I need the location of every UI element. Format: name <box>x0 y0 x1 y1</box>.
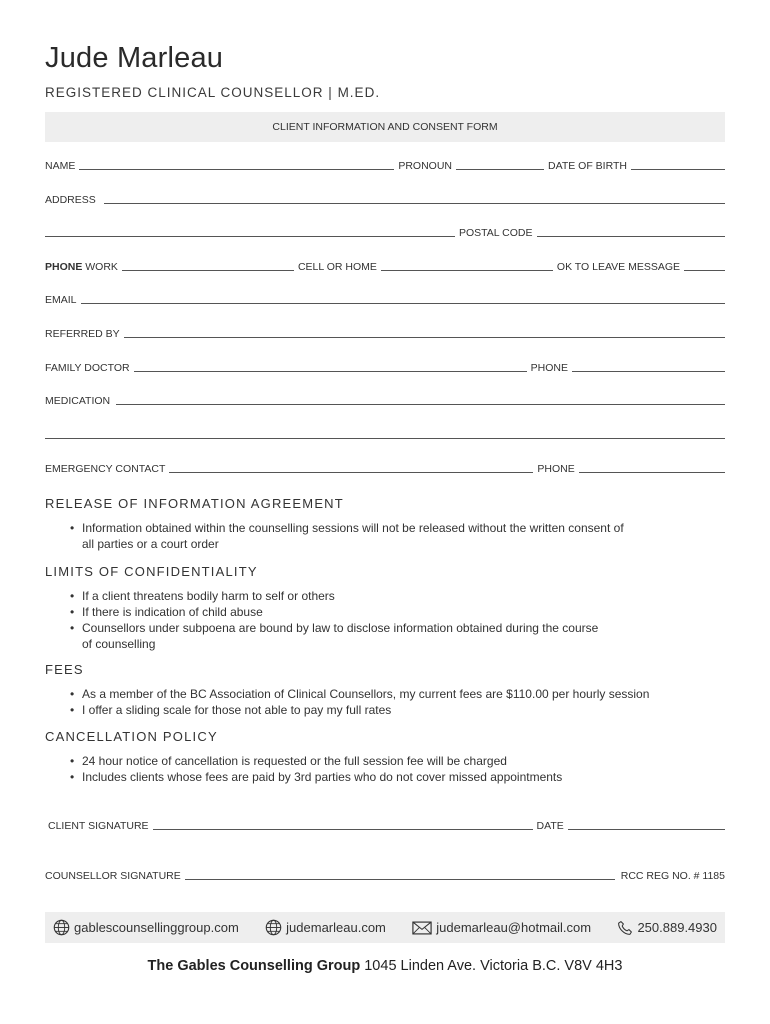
list-item: • If there is indication of child abuse <box>70 605 263 619</box>
postal-code-field[interactable] <box>537 227 725 237</box>
dob-field[interactable] <box>631 160 725 170</box>
list-item: • Information obtained within the counselling sessions will not be released without the written consent of all parties or a court order <box>70 521 624 551</box>
client-signature-field[interactable] <box>153 820 533 830</box>
email-field[interactable] <box>81 294 725 304</box>
phone-bold-label: PHONE <box>45 261 83 273</box>
phone-row <box>45 257 725 273</box>
fees-list <box>70 686 730 718</box>
rcc-reg-label: RCC REG NO. # 1185 <box>620 870 725 882</box>
globe-icon <box>53 919 70 936</box>
address-label: ADDRESS <box>45 194 96 206</box>
list-item: • I offer a sliding scale for those not able to pay my full rates <box>70 703 392 717</box>
referred-by-field[interactable] <box>124 328 725 338</box>
email-item[interactable] <box>412 920 591 935</box>
address-field[interactable] <box>104 194 725 204</box>
client-signature-label: CLIENT SIGNATURE <box>48 820 149 832</box>
emergency-contact-label: EMERGENCY CONTACT <box>45 463 166 475</box>
release-list <box>70 520 630 552</box>
emergency-phone-label: PHONE <box>537 463 575 475</box>
list-item: • Counsellors under subpoena are bound by law to disclose information obtained during the course of counselling <box>70 621 599 651</box>
cancellation-list <box>70 753 730 785</box>
ok-message-label: OK TO LEAVE MESSAGE <box>556 261 681 273</box>
list-item: • 24 hour notice of cancellation is requested or the full session fee will be charged <box>70 754 507 768</box>
family-doctor-row <box>45 358 725 374</box>
medication-line2-field[interactable] <box>45 429 725 439</box>
cell-phone-field[interactable] <box>381 261 553 271</box>
doctor-phone-field[interactable] <box>572 362 725 372</box>
cancellation-title: CANCELLATION POLICY <box>45 729 218 744</box>
counsellor-signature-row <box>45 866 725 882</box>
family-doctor-field[interactable] <box>134 362 527 372</box>
email-row <box>45 290 725 306</box>
release-title: RELEASE OF INFORMATION AGREEMENT <box>45 496 344 511</box>
counsellor-signature-label: COUNSELLOR SIGNATURE <box>45 870 181 882</box>
medication-line2-row <box>45 425 725 441</box>
pronoun-label: PRONOUN <box>398 160 453 172</box>
list-item: • Includes clients whose fees are paid by 3rd parties who do not cover missed appointments <box>70 770 563 784</box>
address-line2-row <box>45 223 725 239</box>
list-item: • If a client threatens bodily harm to self or others <box>70 589 335 603</box>
name-field[interactable] <box>79 160 394 170</box>
cell-home-label: CELL OR HOME <box>297 261 377 273</box>
organization-name: The Gables Counselling Group <box>147 958 361 974</box>
date-label: DATE <box>536 820 564 832</box>
doctor-phone-label: PHONE <box>530 362 568 374</box>
postal-code-label: POSTAL CODE <box>459 227 533 239</box>
counsellor-name: Jude Marleau <box>45 42 224 74</box>
name-label: NAME <box>45 160 76 172</box>
emergency-contact-field[interactable] <box>169 463 533 473</box>
website2-item[interactable] <box>265 919 386 936</box>
emergency-row <box>45 459 725 475</box>
address-line2-field[interactable] <box>45 227 455 237</box>
email-link[interactable]: judemarleau@hotmail.com <box>436 920 592 935</box>
envelope-icon <box>412 921 432 935</box>
phone-link[interactable]: 250.889.4930 <box>637 920 717 935</box>
email-label: EMAIL <box>45 294 77 306</box>
globe-icon <box>265 919 282 936</box>
contact-footer <box>45 912 725 943</box>
form-title: CLIENT INFORMATION AND CONSENT FORM <box>45 112 725 142</box>
medication-row <box>45 391 725 407</box>
phone-icon <box>617 920 633 936</box>
phone-item[interactable] <box>617 920 717 936</box>
work-phone-field[interactable] <box>122 261 294 271</box>
medication-field[interactable] <box>116 395 725 405</box>
fees-title: FEES <box>45 662 84 677</box>
date-field[interactable] <box>568 820 725 830</box>
phone-work-label <box>45 261 122 273</box>
referred-by-label: REFERRED BY <box>45 328 120 340</box>
limits-title: LIMITS OF CONFIDENTIALITY <box>45 564 258 579</box>
website1-link[interactable]: gablescounsellinggroup.com <box>74 920 239 935</box>
address-row <box>45 190 725 206</box>
street-address: 1045 Linden Ave. Victoria B.C. V8V 4H3 <box>360 958 623 974</box>
medication-label: MEDICATION <box>45 395 111 407</box>
client-signature-row <box>48 816 725 832</box>
referred-row <box>45 324 725 340</box>
counsellor-credentials: REGISTERED CLINICAL COUNSELLOR | M.ED. <box>45 85 381 100</box>
list-item: • As a member of the BC Association of Clinical Counsellors, my current fees are $110.00 per hourly session <box>70 687 650 701</box>
name-row <box>45 156 725 172</box>
website2-link[interactable]: judemarleau.com <box>286 920 386 935</box>
dob-label: DATE OF BIRTH <box>548 160 627 172</box>
ok-message-field[interactable] <box>684 261 725 271</box>
website1-item[interactable] <box>53 919 239 936</box>
pronoun-field[interactable] <box>456 160 544 170</box>
address-line <box>0 958 770 974</box>
family-doctor-label: FAMILY DOCTOR <box>45 362 130 374</box>
counsellor-signature-field[interactable] <box>185 870 615 880</box>
work-label: WORK <box>85 261 118 273</box>
emergency-phone-field[interactable] <box>579 463 725 473</box>
limits-list <box>70 588 600 652</box>
